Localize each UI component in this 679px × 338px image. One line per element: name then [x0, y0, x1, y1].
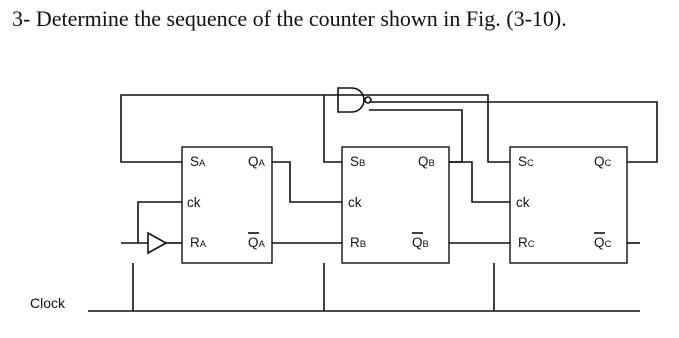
ffa-set-label: SA	[190, 154, 206, 169]
ffa-qbar-label: QA	[248, 235, 265, 250]
ffa-q-label: QA	[248, 154, 265, 169]
and-gate	[338, 88, 364, 112]
ffb-ck-label: ck	[348, 195, 362, 210]
sb-wire	[324, 95, 342, 162]
ffc-q-label: QC	[594, 154, 612, 169]
ffa-reset-label: RA	[190, 235, 207, 250]
clock-label: Clock	[30, 295, 66, 311]
ffb-reset-label: RB	[350, 235, 367, 250]
qb-to-ckc-wire	[449, 162, 510, 202]
ffc-qbar-label: QC	[594, 235, 612, 250]
cka-wire	[138, 202, 182, 243]
ffc-ck-label: ck	[516, 195, 530, 210]
qa-to-ckb-wire	[272, 162, 342, 202]
ffa-ck-label: ck	[187, 195, 201, 210]
ffb-q-label: QB	[418, 154, 435, 169]
ffc-reset-label: RC	[518, 235, 535, 250]
ffb-qbar-label: QB	[412, 235, 429, 250]
gate-inversion-bubble	[365, 97, 371, 103]
buffer-triangle	[148, 233, 166, 253]
question-text: 3- Determine the sequence of the counter shown in Fig. (3-10).	[12, 6, 567, 31]
ffc-set-label: SC	[518, 154, 534, 169]
ffb-set-label: SB	[350, 154, 366, 169]
